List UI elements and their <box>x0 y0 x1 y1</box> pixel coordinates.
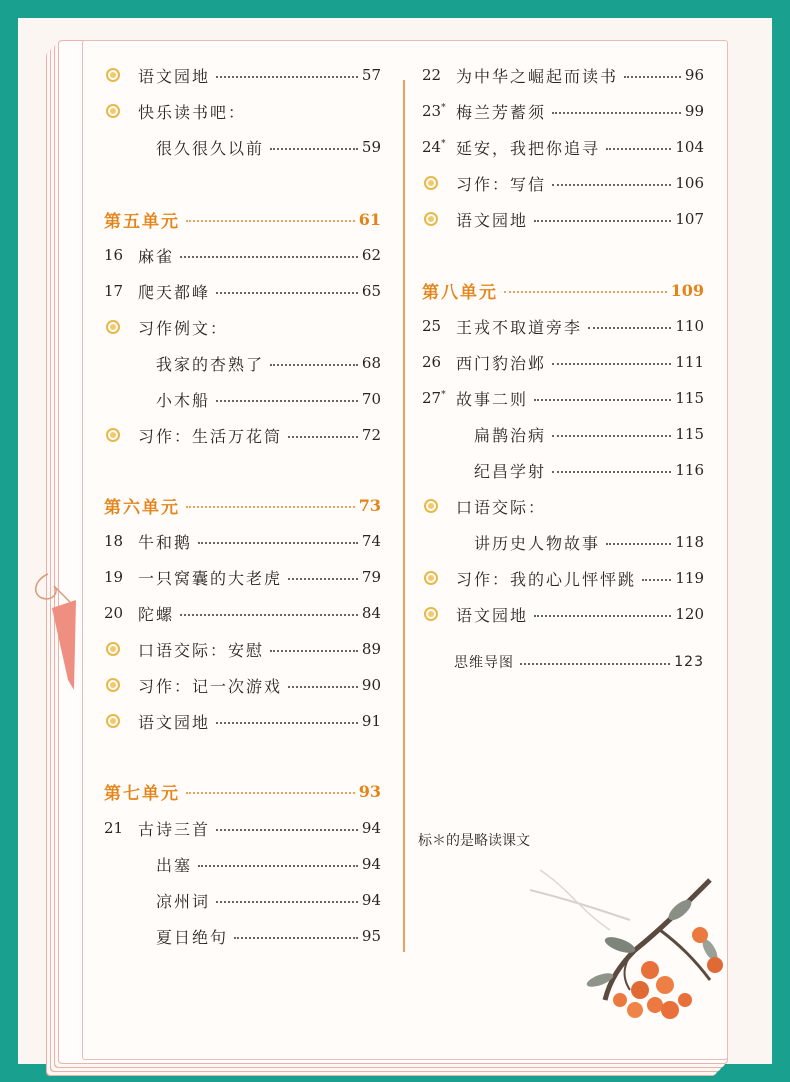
entry-title: 小木船 <box>156 390 211 410</box>
toc-unit-heading[interactable] <box>104 778 381 804</box>
entry-title: 思维导图 <box>454 655 514 671</box>
circle-bullet-icon <box>106 104 120 118</box>
page-number: 70 <box>361 390 381 408</box>
dot-leader <box>216 829 358 831</box>
page-number: 120 <box>675 605 704 623</box>
circle-bullet-icon <box>106 428 120 442</box>
dot-leader <box>552 363 671 365</box>
toc-entry[interactable] <box>106 98 246 124</box>
page-number: 109 <box>670 280 704 300</box>
page-number: 94 <box>361 855 381 873</box>
page-number: 94 <box>361 891 381 909</box>
entry-title: 陀螺 <box>138 604 175 624</box>
dot-leader <box>552 435 671 437</box>
page-number: 119 <box>675 569 704 587</box>
toc-entry[interactable] <box>106 708 381 734</box>
entry-title: 口语交际： <box>456 497 547 517</box>
circle-bullet-icon <box>424 607 438 621</box>
toc-entry[interactable] <box>106 636 381 662</box>
page-number: 57 <box>361 66 381 84</box>
lesson-number: 16 <box>104 246 124 264</box>
lesson-number: 26 <box>422 353 442 371</box>
dot-leader <box>186 506 355 508</box>
lesson-number: 27* <box>422 389 446 407</box>
dot-leader <box>534 399 671 401</box>
lesson-number: 18 <box>104 532 124 550</box>
entry-title: 习作例文： <box>138 318 229 338</box>
entry-title: 快乐读书吧： <box>138 102 247 122</box>
entry-title: 西门豹治邺 <box>456 353 547 373</box>
page-number: 62 <box>361 246 381 264</box>
toc-entry[interactable] <box>106 62 381 88</box>
dot-leader <box>270 148 358 150</box>
column-divider <box>403 80 405 952</box>
skim-reading-star: * <box>441 139 446 149</box>
skim-reading-star: * <box>441 103 446 113</box>
entry-title: 故事二则 <box>456 389 529 409</box>
dot-leader <box>270 364 358 366</box>
toc-entry[interactable] <box>422 313 704 339</box>
page-number: 94 <box>361 819 381 837</box>
toc-entry[interactable] <box>104 815 381 841</box>
page-number: 107 <box>675 210 704 228</box>
entry-title: 我家的杏熟了 <box>156 354 265 374</box>
page-number: 96 <box>684 66 704 84</box>
entry-title: 习作：写信 <box>456 174 547 194</box>
page-number: 93 <box>358 781 381 801</box>
toc-entry[interactable] <box>422 134 704 160</box>
circle-bullet-icon <box>106 714 120 728</box>
entry-title: 一只窝囊的大老虎 <box>138 568 283 588</box>
dot-leader <box>270 650 358 652</box>
page-number: 104 <box>675 138 704 156</box>
dot-leader <box>216 76 358 78</box>
page-number: 123 <box>674 654 704 670</box>
toc-unit-heading[interactable] <box>104 206 381 232</box>
lesson-number: 20 <box>104 604 124 622</box>
dot-leader <box>534 615 671 617</box>
circle-bullet-icon <box>424 212 438 226</box>
toc-entry[interactable] <box>104 600 381 626</box>
circle-bullet-icon <box>106 678 120 692</box>
entry-title: 第八单元 <box>422 282 498 303</box>
page-number: 99 <box>684 102 704 120</box>
page-number: 89 <box>361 640 381 658</box>
dot-leader <box>216 292 358 294</box>
entry-title: 凉州词 <box>156 891 211 911</box>
entry-title: 扁鹊治病 <box>474 425 547 445</box>
dot-leader <box>588 327 671 329</box>
entry-title: 麻雀 <box>138 246 175 266</box>
entry-title: 很久很久以前 <box>156 138 265 158</box>
entry-title: 第五单元 <box>104 211 180 232</box>
toc-entry[interactable] <box>424 206 704 232</box>
page-number: 68 <box>361 354 381 372</box>
toc-entry[interactable] <box>474 457 704 483</box>
page-number: 115 <box>675 389 704 407</box>
toc-entry[interactable] <box>474 529 704 555</box>
entry-title: 语文园地 <box>456 605 529 625</box>
toc-entry[interactable] <box>474 421 704 447</box>
toc-entry[interactable] <box>106 314 228 340</box>
dot-leader <box>552 184 671 186</box>
toc-entry[interactable] <box>422 349 704 375</box>
page-number: 116 <box>675 461 704 479</box>
toc-entry[interactable] <box>156 134 381 160</box>
entry-title: 口语交际：安慰 <box>138 640 265 660</box>
dot-leader <box>288 686 358 688</box>
toc-entry[interactable] <box>156 350 381 376</box>
toc-entry[interactable] <box>104 564 381 590</box>
page-number: 91 <box>361 712 381 730</box>
circle-bullet-icon <box>424 176 438 190</box>
dot-leader <box>216 901 358 903</box>
lesson-number: 24* <box>422 138 446 156</box>
dot-leader <box>234 937 358 939</box>
entry-title: 语文园地 <box>138 66 211 86</box>
dot-leader <box>186 220 355 222</box>
page-number: 90 <box>361 676 381 694</box>
dot-leader <box>504 291 667 293</box>
toc-entry[interactable] <box>156 386 381 412</box>
dot-leader <box>288 436 358 438</box>
toc-entry[interactable] <box>106 422 381 448</box>
dot-leader <box>198 865 358 867</box>
lesson-number: 23* <box>422 102 446 120</box>
footnote: 标＊的是略读课文 <box>418 833 530 849</box>
dot-leader <box>552 471 671 473</box>
dot-leader <box>520 663 670 665</box>
entry-title: 语文园地 <box>138 712 211 732</box>
toc-entry[interactable] <box>424 493 546 519</box>
toc-entry[interactable] <box>422 385 704 411</box>
persimmon-branch-illustration <box>510 850 740 1050</box>
entry-title: 王戎不取道旁李 <box>456 317 583 337</box>
circle-bullet-icon <box>106 320 120 334</box>
page-number: 111 <box>675 353 704 371</box>
toc-entry[interactable] <box>424 601 704 627</box>
skim-reading-star: * <box>441 390 446 400</box>
dot-leader <box>534 220 671 222</box>
toc-entry[interactable] <box>104 528 381 554</box>
page-number: 84 <box>361 604 381 622</box>
page-number: 95 <box>361 927 381 945</box>
entry-title: 语文园地 <box>456 210 529 230</box>
dot-leader <box>606 148 671 150</box>
dot-leader <box>606 543 671 545</box>
toc-entry[interactable] <box>454 649 704 675</box>
dot-leader <box>180 614 358 616</box>
toc-entry[interactable] <box>424 565 704 591</box>
entry-title: 第七单元 <box>104 783 180 804</box>
entry-title: 牛和鹅 <box>138 532 193 552</box>
dot-leader <box>180 256 358 258</box>
page-number: 79 <box>361 568 381 586</box>
dot-leader <box>624 76 681 78</box>
lesson-number: 25 <box>422 317 442 335</box>
toc-entry[interactable] <box>422 62 704 88</box>
toc-entry[interactable] <box>104 242 381 268</box>
dot-leader <box>198 542 358 544</box>
toc-entry[interactable] <box>156 851 381 877</box>
bookmark-tassel-icon <box>30 572 80 692</box>
entry-title: 夏日绝句 <box>156 927 229 947</box>
toc-entry[interactable] <box>422 98 704 124</box>
dot-leader <box>642 579 671 581</box>
page-number: 74 <box>361 532 381 550</box>
toc-entry[interactable] <box>104 278 381 304</box>
page-number: 110 <box>675 317 704 335</box>
toc-unit-heading[interactable] <box>104 492 381 518</box>
toc-entry[interactable] <box>106 672 381 698</box>
page-number: 118 <box>675 533 704 551</box>
page-number: 106 <box>675 174 704 192</box>
page-number: 59 <box>361 138 381 156</box>
page-number: 115 <box>675 425 704 443</box>
toc-entry[interactable] <box>156 923 381 949</box>
circle-bullet-icon <box>106 642 120 656</box>
dot-leader <box>288 578 358 580</box>
dot-leader <box>552 112 681 114</box>
lesson-number: 22 <box>422 66 442 84</box>
page-number: 61 <box>358 209 381 229</box>
toc-entry[interactable] <box>424 170 704 196</box>
page-number: 65 <box>361 282 381 300</box>
page-number: 73 <box>358 495 381 515</box>
entry-title: 讲历史人物故事 <box>474 533 601 553</box>
entry-title: 延安，我把你追寻 <box>456 138 601 158</box>
entry-title: 为中华之崛起而读书 <box>456 66 619 86</box>
entry-title: 第六单元 <box>104 497 180 518</box>
lesson-number: 17 <box>104 282 124 300</box>
toc-unit-heading[interactable] <box>422 277 704 303</box>
entry-title: 习作：记一次游戏 <box>138 676 283 696</box>
toc-entry[interactable] <box>156 887 381 913</box>
dot-leader <box>186 792 355 794</box>
entry-title: 古诗三首 <box>138 819 211 839</box>
circle-bullet-icon <box>106 68 120 82</box>
entry-title: 爬天都峰 <box>138 282 211 302</box>
page-number: 72 <box>361 426 381 444</box>
entry-title: 纪昌学射 <box>474 461 547 481</box>
dot-leader <box>216 722 358 724</box>
entry-title: 出塞 <box>156 855 193 875</box>
lesson-number: 19 <box>104 568 124 586</box>
circle-bullet-icon <box>424 571 438 585</box>
entry-title: 梅兰芳蓄须 <box>456 102 547 122</box>
dot-leader <box>216 400 358 402</box>
lesson-number: 21 <box>104 819 124 837</box>
entry-title: 习作：生活万花筒 <box>138 426 283 446</box>
entry-title: 习作：我的心儿怦怦跳 <box>456 569 637 589</box>
circle-bullet-icon <box>424 499 438 513</box>
